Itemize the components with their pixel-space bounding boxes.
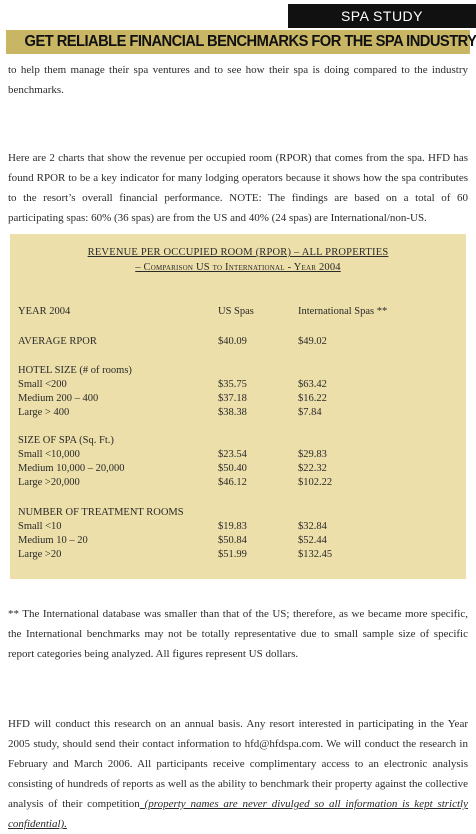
row-us-value: $19.83 [218,521,247,532]
row-intl-value: $63.42 [298,379,327,390]
table-row [18,548,458,561]
table-section-row [18,506,458,519]
table-row [18,462,458,475]
participation-text: HFD will conduct this research on an annual basis. Any resort interested in participating in the Year 2005 study, should send their contact information to hfd@hfdspa.com. We will conduct the research in February and March 2006. All participants receive complimentary access to an electronic analysis consisting of hundreds of reports as well as the ability to benchmark their property against the collective analysis of their competition [8,718,468,810]
row-label: Medium 10 – 20 [18,535,88,546]
row-intl-value: $29.83 [298,449,327,460]
table-row [18,392,458,405]
row-us-value: $23.54 [218,449,247,460]
row-intl-value: $132.45 [298,549,333,560]
row-label: Large > 400 [18,407,70,418]
row-us-value: $50.84 [218,535,247,546]
row-us-value: $51.99 [218,549,247,560]
row-intl-value: $22.32 [298,463,327,474]
row-label: Medium 10,000 – 20,000 [18,463,125,474]
row-us-value: $46.12 [218,477,247,488]
table-row [18,534,458,547]
table-section-row [18,434,458,447]
table-row [18,406,458,419]
column-international: International Spas ** [298,306,388,317]
table-row [18,476,458,489]
row-label: Medium 200 – 400 [18,393,99,404]
column-year: YEAR 2004 [18,306,71,317]
table-row [18,520,458,533]
table-row [18,448,458,461]
row-us-value: $50.40 [218,463,247,474]
description-paragraph: Here are 2 charts that show the revenue per occupied room (RPOR) that comes from the spa. HFD has found RPOR to be a key indicator for many lodging operators because it shows how the spa contributes to the resort’s overall financial performance. NOTE: The findings are based on a total of 60 participating spas: 60% (36 spas) are from the US and 40% (24 spas) are International/non-US. [8,152,468,224]
row-intl-value: $49.02 [298,336,327,347]
section-tag: SPA STUDY [288,4,476,28]
table-title: REVENUE PER OCCUPIED ROOM (RPOR) – ALL PROPERTIES [87,247,389,258]
row-label: Small <200 [18,379,67,390]
headline: GET RELIABLE FINANCIAL BENCHMARKS FOR THE SPA INDUSTRY [24,33,476,50]
table-row [18,335,458,348]
row-label: Large >20,000 [18,477,80,488]
row-us-value: $37.18 [218,393,247,404]
row-intl-value: $52.44 [298,535,327,546]
row-us-value: $35.75 [218,379,247,390]
column-us: US Spas [218,306,254,317]
intro-paragraph: to help them manage their spa ventures and to see how their spa is doing compared to the industry benchmarks. [8,64,468,96]
row-intl-value: $102.22 [298,477,333,488]
footnote-paragraph: ** The International database was smaller than that of the US; therefore, as we became more specific, the International benchmarks may not be totally representative due to small sample size of specific report categories being analyzed. All figures represent US dollars. [8,608,468,660]
row-intl-value: $16.22 [298,393,327,404]
section-label: SIZE OF SPA (Sq. Ft.) [18,435,114,446]
row-label: Small <10 [18,521,62,532]
confidentiality-note: (property names are never divulged so all information is kept strictly confidential). [8,798,468,830]
table-subtitle: – Comparison US to International - Year 2004 [135,262,341,273]
row-label: Small <10,000 [18,449,80,460]
section-label: HOTEL SIZE (# of rooms) [18,365,132,376]
table-header-row [18,305,458,318]
row-intl-value: $32.84 [298,521,327,532]
row-intl-value: $7.84 [298,407,322,418]
row-label: Large >20 [18,549,62,560]
section-label: NUMBER OF TREATMENT ROOMS [18,507,184,518]
table-section-row [18,364,458,377]
table-row [18,378,458,391]
participation-paragraph [8,714,468,834]
row-us-value: $38.38 [218,407,247,418]
row-label: AVERAGE RPOR [18,336,97,347]
row-us-value: $40.09 [218,336,247,347]
